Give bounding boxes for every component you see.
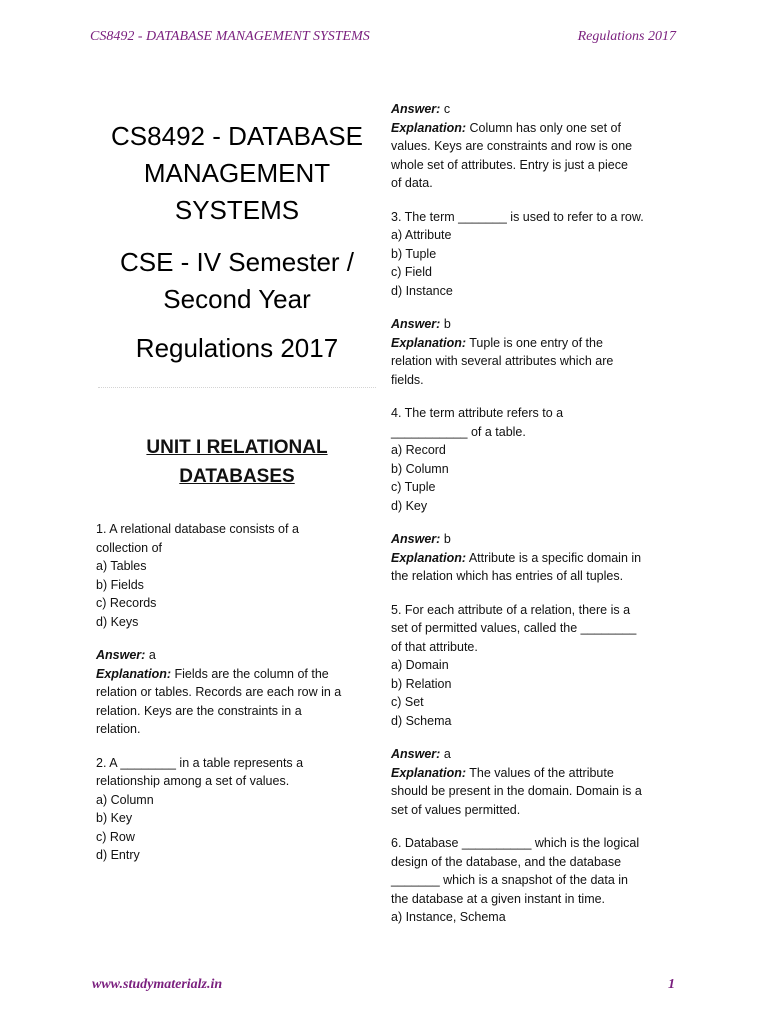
explanation-text: of data.	[391, 176, 433, 190]
answer-value: a	[148, 648, 156, 662]
explanation-text: whole set of attributes. Entry is just a piece	[391, 157, 628, 172]
option: d) Keys	[96, 614, 139, 629]
explanation-text: fields.	[391, 372, 424, 387]
semester-line: Second Year	[163, 284, 311, 314]
explanation-text: relation. Keys are the constraints in a	[96, 703, 302, 718]
question-text: 3. The term _______ is used to refer to a row.	[391, 209, 644, 224]
option: c) Set	[391, 695, 424, 709]
page-number: 1	[668, 977, 675, 992]
course-title	[96, 118, 378, 229]
question-text: ___________ of a table.	[391, 424, 526, 439]
divider	[98, 387, 376, 388]
question-1	[96, 520, 378, 754]
explanation-label: Explanation:	[96, 666, 172, 681]
question-text: collection of	[96, 540, 163, 555]
question-text: 4. The term attribute refers to a	[391, 406, 564, 420]
answer-label: Answer:	[391, 317, 441, 331]
explanation-label: Explanation:	[391, 550, 467, 565]
answer	[96, 646, 378, 665]
semester-title	[96, 244, 378, 318]
option: d) Entry	[96, 848, 140, 862]
header-course-title: CS8492 - DATABASE MANAGEMENT SYSTEMS	[90, 29, 370, 44]
option: c) Field	[391, 265, 432, 279]
option: a) Domain	[391, 658, 449, 672]
question-5	[391, 601, 681, 835]
header-regulations: Regulations 2017	[577, 29, 676, 44]
answer-value: c	[443, 102, 451, 116]
explanation	[391, 119, 681, 138]
explanation-label: Explanation:	[391, 765, 467, 780]
option: a) Record	[391, 443, 446, 457]
explanation-text: the relation which has entries of all tuples.	[391, 569, 624, 583]
answer	[391, 315, 681, 334]
option: b) Tuple	[391, 246, 437, 261]
question-text: 6. Database __________ which is the logical	[391, 836, 640, 850]
question-3	[391, 208, 681, 405]
explanation-text: set of values permitted.	[391, 802, 521, 817]
question-text: design of the database, and the database	[391, 854, 622, 869]
answer-label: Answer:	[391, 747, 441, 761]
answer-value: b	[443, 532, 451, 546]
question-text: the database at a given instant in time.	[391, 891, 606, 906]
right-column	[391, 100, 681, 927]
answer-label: Answer:	[96, 648, 146, 662]
answer	[391, 530, 681, 549]
question-6	[391, 834, 681, 927]
document-title	[96, 118, 378, 367]
explanation-text: Tuple is one entry of the	[469, 335, 603, 350]
explanation	[96, 665, 378, 684]
course-title-line: SYSTEMS	[174, 195, 300, 225]
option: b) Column	[391, 461, 449, 476]
question-4	[391, 404, 681, 601]
semester-line: CSE - IV Semester /	[119, 247, 355, 277]
explanation-text: The values of the attribute	[469, 765, 614, 780]
option: d) Key	[391, 498, 428, 513]
explanation-text: relation with several attributes which are	[391, 354, 614, 368]
footer-website-link[interactable]: www.studymaterialz.in	[92, 977, 223, 992]
explanation-text: should be present in the domain. Domain is a	[391, 784, 642, 798]
course-title-line: MANAGEMENT	[143, 158, 331, 188]
explanation-text: Attribute is a specific domain in	[468, 550, 642, 565]
unit-heading-line: DATABASES	[179, 466, 295, 487]
explanation-text: Fields are the column of the	[174, 666, 329, 681]
option: c) Tuple	[391, 480, 436, 494]
question-2	[96, 754, 378, 865]
answer-label: Answer:	[391, 102, 441, 116]
question-text: of that attribute.	[391, 639, 478, 654]
answer	[391, 100, 681, 119]
regulations-title: Regulations 2017	[135, 333, 339, 363]
explanation	[391, 764, 681, 783]
answer-value: a	[443, 747, 451, 761]
unit-heading	[96, 433, 378, 491]
explanation-text: relation.	[96, 722, 141, 736]
option: b) Relation	[391, 676, 452, 691]
course-title-line: CS8492 - DATABASE	[111, 121, 363, 151]
answer-label: Answer:	[391, 532, 441, 546]
explanation-label: Explanation:	[391, 120, 467, 135]
option: d) Instance	[391, 283, 453, 298]
question-text: set of permitted values, called the ________	[391, 621, 637, 635]
question-text: relationship among a set of values.	[96, 774, 290, 788]
option: b) Fields	[96, 577, 144, 592]
question-text: _______ which is a snapshot of the data in	[391, 873, 628, 887]
option: a) Tables	[96, 559, 147, 573]
question-text: 2. A ________ in a table represents a	[96, 755, 304, 770]
option: d) Schema	[391, 713, 452, 728]
option: a) Instance, Schema	[391, 910, 506, 924]
explanation-text: values. Keys are constraints and row is one	[391, 139, 633, 153]
answer-value: b	[443, 317, 451, 331]
explanation-text: Column has only one set of	[469, 120, 621, 135]
unit-heading-line: UNIT I RELATIONAL	[146, 437, 328, 458]
explanation	[391, 549, 681, 568]
answer	[391, 745, 681, 764]
option: a) Column	[96, 792, 154, 807]
option: c) Row	[96, 829, 135, 844]
left-column	[96, 118, 378, 865]
question-text: 1. A relational database consists of a	[96, 522, 299, 536]
option: a) Attribute	[391, 228, 452, 242]
explanation-text: relation or tables. Records are each row in a	[96, 685, 342, 699]
explanation-label: Explanation:	[391, 335, 467, 350]
explanation	[391, 334, 681, 353]
question-text: 5. For each attribute of a relation, there is a	[391, 602, 631, 617]
option: c) Records	[96, 596, 157, 610]
option: b) Key	[96, 811, 133, 825]
